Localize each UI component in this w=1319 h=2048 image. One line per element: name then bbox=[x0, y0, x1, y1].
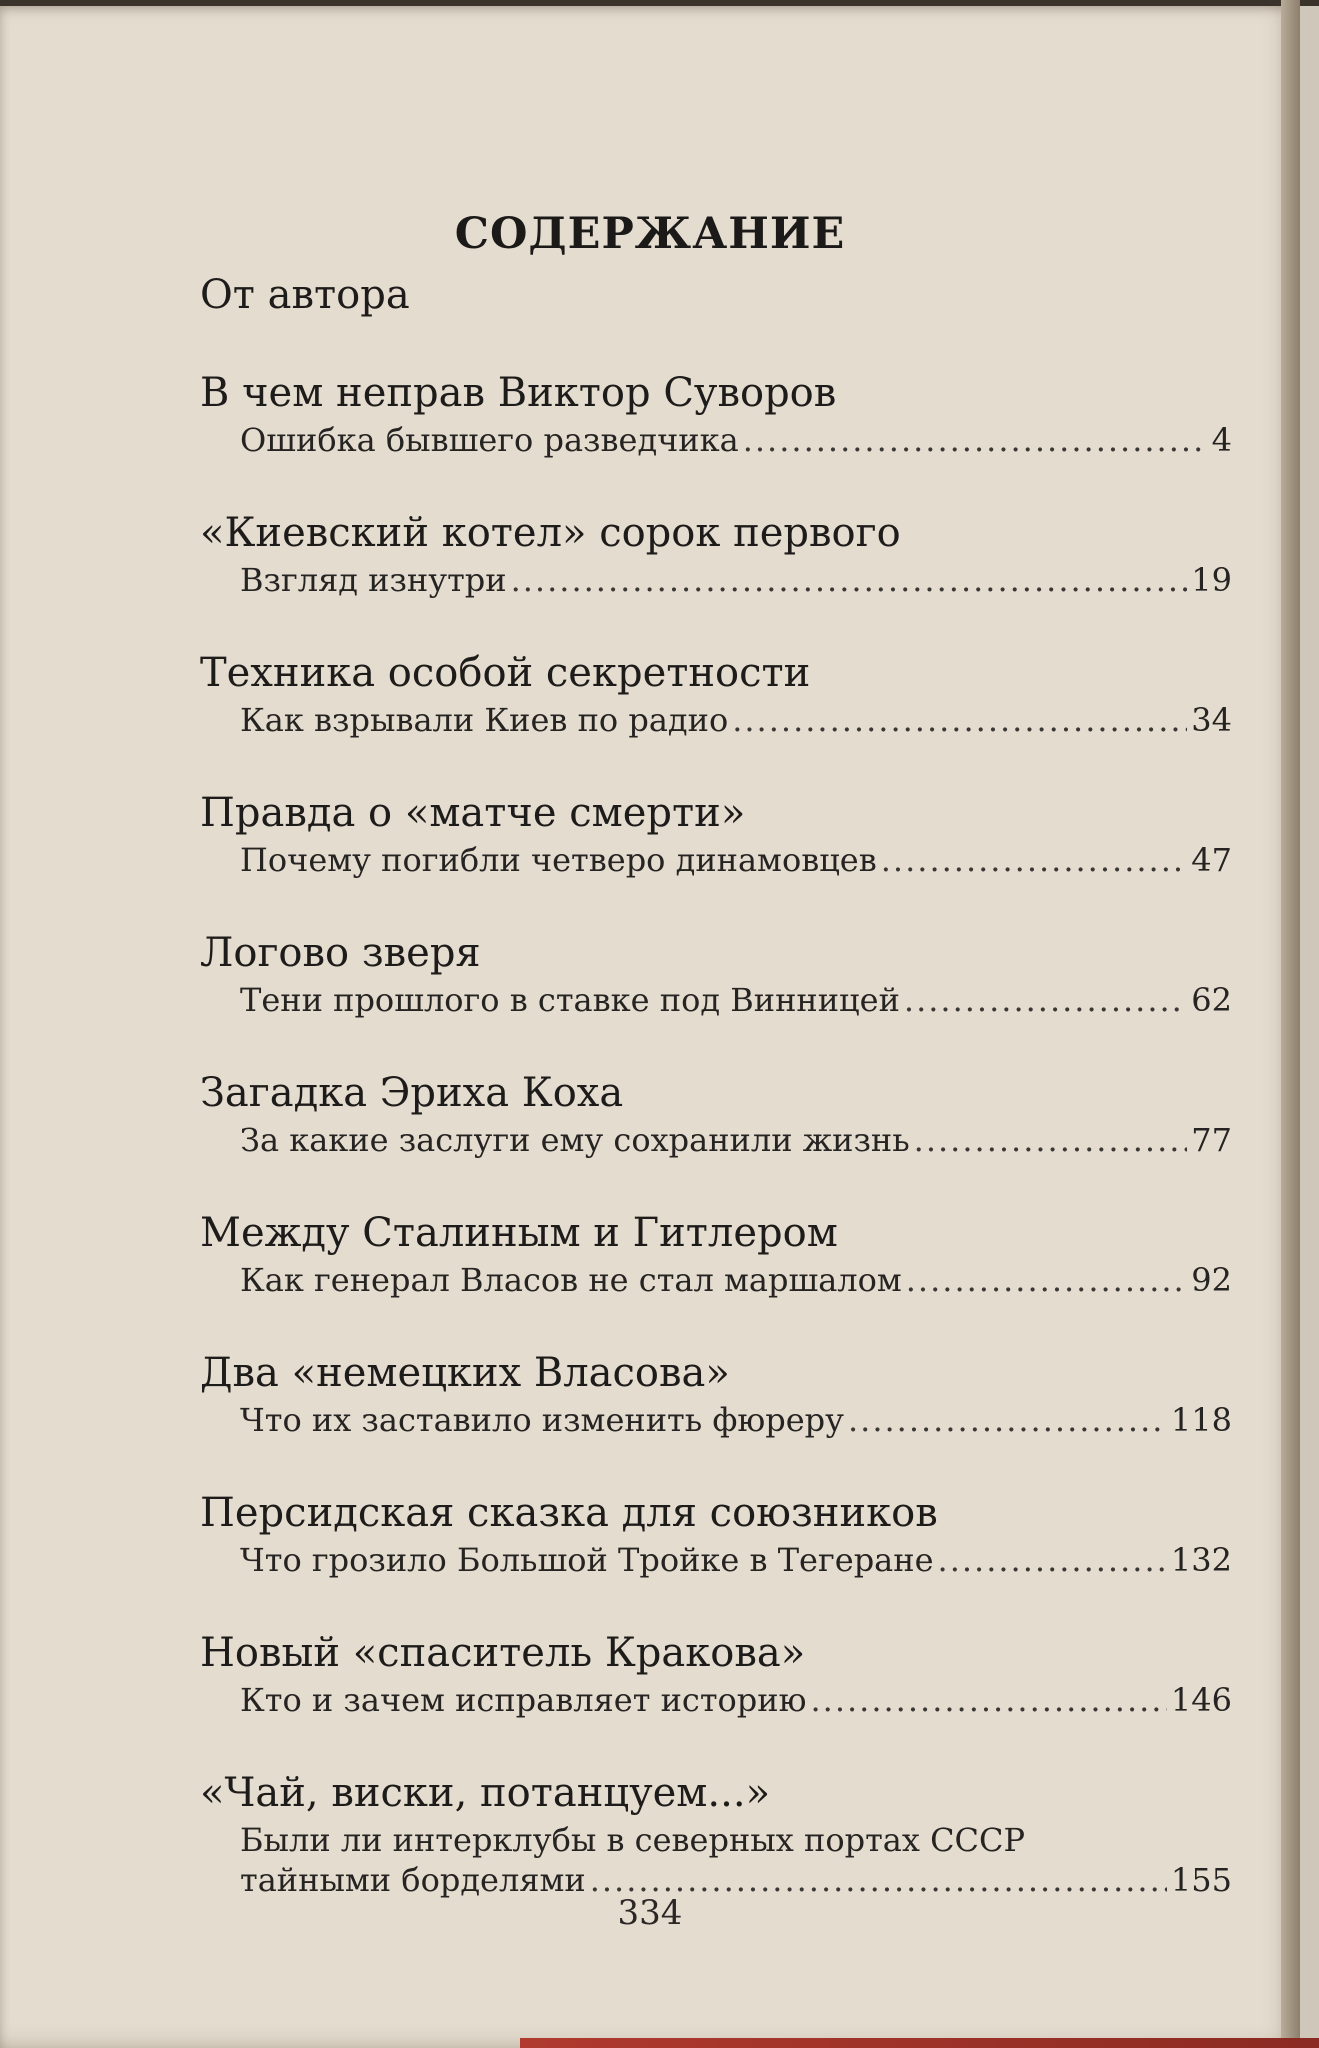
book-spine bbox=[1281, 0, 1300, 2048]
toc-entry-subtitle-row bbox=[200, 1400, 1232, 1440]
toc-entry-page: 47 bbox=[1191, 841, 1232, 879]
dot-leader bbox=[904, 980, 1187, 1020]
toc-entry-subtitle: Что их заставило изменить фюреру bbox=[240, 1401, 844, 1439]
toc-entry-subtitle: тайными борделями bbox=[240, 1861, 586, 1899]
contents-heading: СОДЕРЖАНИЕ bbox=[454, 208, 846, 259]
toc-entry-title: Между Сталиным и Гитлером bbox=[200, 1210, 838, 1256]
toc-entry-subtitle-row bbox=[200, 700, 1232, 740]
toc-entry-page: 132 bbox=[1170, 1541, 1232, 1579]
toc-entry-subtitle: Тени прошлого в ставке под Винницей bbox=[240, 981, 900, 1019]
toc-entry-title: «Киевский котел» сорок первого bbox=[200, 510, 901, 556]
toc-entry-page: 4 bbox=[1211, 421, 1232, 459]
table-of-contents bbox=[200, 268, 1232, 1946]
toc-entry bbox=[200, 1066, 1232, 1160]
page-number: 334 bbox=[617, 1893, 683, 1933]
toc-entry-subtitle-row bbox=[200, 420, 1232, 460]
toc-entry-title: Персидская сказка для союзников bbox=[200, 1490, 938, 1536]
toc-entry-page: 155 bbox=[1170, 1861, 1232, 1899]
dot-leader bbox=[732, 700, 1187, 740]
toc-entry bbox=[200, 506, 1232, 600]
toc-entry-title: Загадка Эриха Коха bbox=[200, 1070, 624, 1116]
toc-entry-subtitle-row bbox=[200, 560, 1232, 600]
toc-entry-title: Логово зверя bbox=[200, 930, 481, 976]
toc-entry-page: 19 bbox=[1191, 561, 1232, 599]
toc-entry-subtitle: Как взрывали Киев по радио bbox=[240, 701, 729, 739]
toc-intro: От автора bbox=[200, 272, 410, 318]
dot-leader bbox=[743, 420, 1208, 460]
toc-entry-subtitle: Как генерал Власов не стал маршалом bbox=[240, 1261, 902, 1299]
dot-leader bbox=[810, 1680, 1166, 1720]
toc-entry bbox=[200, 786, 1232, 880]
toc-entry-page: 92 bbox=[1191, 1261, 1232, 1299]
toc-entry-page: 62 bbox=[1191, 981, 1232, 1019]
toc-entry-title: «Чай, виски, потанцуем...» bbox=[200, 1770, 771, 1816]
toc-entry-subtitle: За какие заслуги ему сохранили жизнь bbox=[240, 1121, 910, 1159]
toc-entry-subtitle: Ошибка бывшего разведчика bbox=[240, 421, 739, 459]
toc-entry bbox=[200, 1346, 1232, 1440]
toc-entry-subtitle-row bbox=[200, 1680, 1232, 1720]
binding-edge-top bbox=[0, 0, 1319, 6]
toc-entry bbox=[200, 1486, 1232, 1580]
toc-entry-subtitle: Почему погибли четверо динамовцев bbox=[240, 841, 877, 879]
toc-entry bbox=[200, 646, 1232, 740]
dot-leader bbox=[906, 1260, 1188, 1300]
dot-leader bbox=[848, 1400, 1167, 1440]
toc-entry-page: 146 bbox=[1170, 1681, 1232, 1719]
toc-entry-title: Два «немецких Власова» bbox=[200, 1350, 730, 1396]
toc-entry-subtitle: Что грозило Большой Тройке в Тегеране bbox=[240, 1541, 934, 1579]
binding-edge-bottom bbox=[520, 2038, 1319, 2048]
toc-entry bbox=[200, 1206, 1232, 1300]
toc-entry-page: 118 bbox=[1170, 1401, 1232, 1439]
toc-entry-title: Правда о «матче смерти» bbox=[200, 790, 746, 836]
toc-entry-page: 34 bbox=[1191, 701, 1232, 739]
toc-entry-title: В чем неправ Виктор Суворов bbox=[200, 370, 837, 416]
toc-entry bbox=[200, 366, 1232, 460]
toc-entry-title: Новый «спаситель Кракова» bbox=[200, 1630, 806, 1676]
dot-leader bbox=[938, 1540, 1167, 1580]
toc-entry-subtitle-row bbox=[200, 1120, 1232, 1160]
toc-entry bbox=[200, 1766, 1232, 1900]
toc-entry bbox=[200, 926, 1232, 1020]
toc-entry-subtitle-row bbox=[200, 980, 1232, 1020]
dot-leader bbox=[511, 560, 1188, 600]
dot-leader bbox=[914, 1120, 1188, 1160]
toc-entry-subtitle-row bbox=[200, 1260, 1232, 1300]
toc-entry-title: Техника особой секретности bbox=[200, 650, 811, 696]
toc-entry-subtitle: Взгляд изнутри bbox=[240, 561, 507, 599]
toc-entry-page: 77 bbox=[1191, 1121, 1232, 1159]
toc-entry-subtitle-row bbox=[200, 1540, 1232, 1580]
toc-entry bbox=[200, 1626, 1232, 1720]
toc-entry-subtitle-row bbox=[200, 840, 1232, 880]
toc-entry-subtitle: Кто и зачем исправляет историю bbox=[240, 1681, 807, 1719]
toc-entry-subtitle: Были ли интерклубы в северных портах СССР bbox=[240, 1821, 1026, 1859]
dot-leader bbox=[881, 840, 1188, 880]
